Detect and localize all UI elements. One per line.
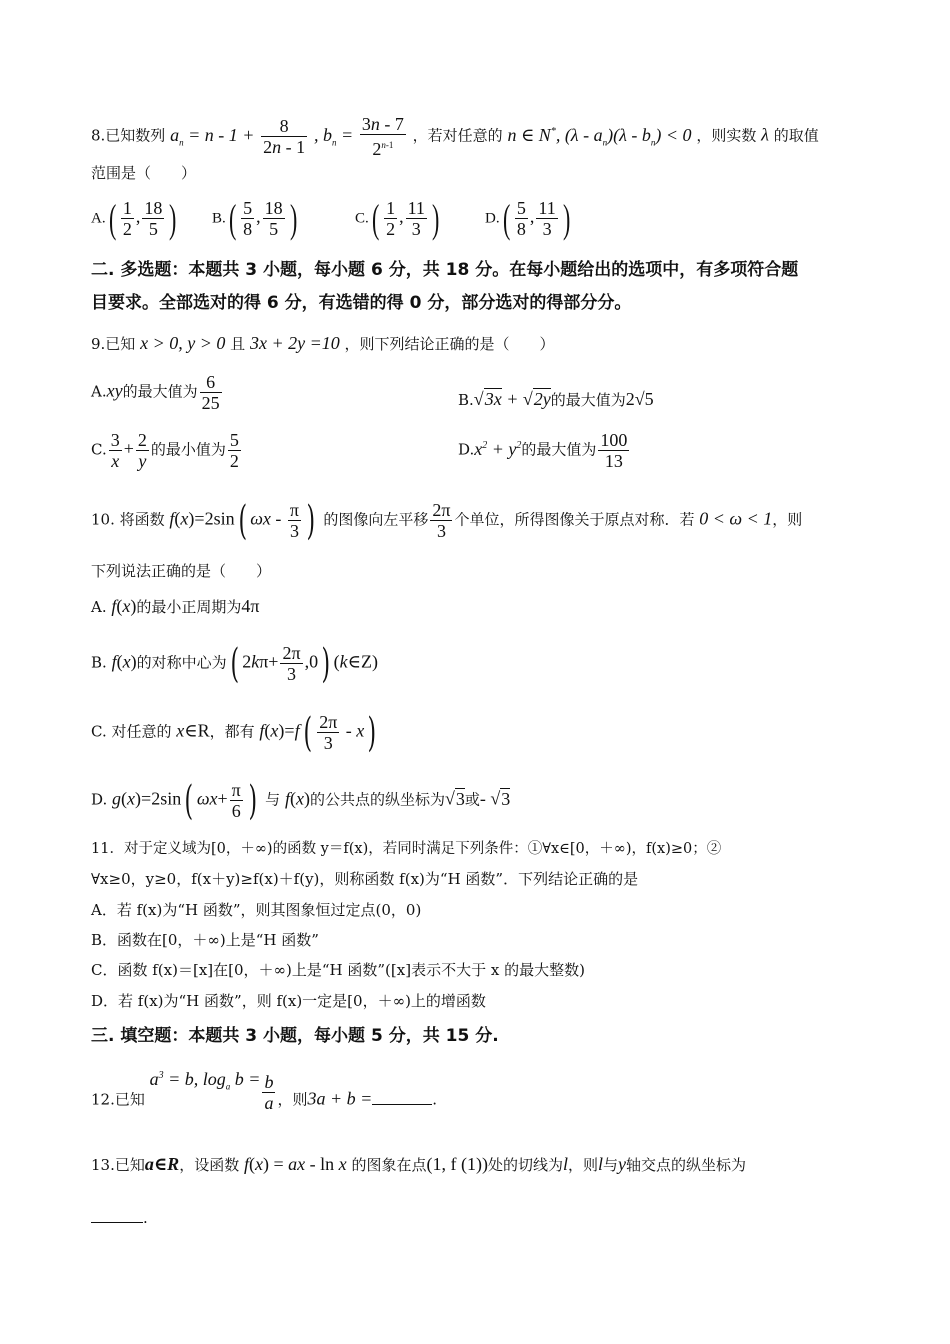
q8-an-fraction: $\frac{8}{2n - 1}$ (263, 116, 306, 157)
q10-function: f(x)=2sin (169, 508, 235, 529)
q9-option-a (91, 372, 224, 413)
q13-mid3: 处的切线为 (487, 1156, 563, 1174)
q10-option-b: B. f(x)的对称中心为( 2kπ+ $\frac{2\pi}{3}$ ,0) (k∈Z) (91, 640, 378, 687)
q12-line: 12.已知 $a^3 = b$, $\log_a b$ = $\frac{b}{a}$ ，则3a + b = . (91, 1068, 438, 1113)
q9-a-text: 的最大值为 (122, 382, 198, 401)
q8-b-hi-den: 5 (269, 219, 279, 239)
q8-cond: ，若对任意的 (412, 126, 503, 145)
q13-y: y (618, 1154, 627, 1174)
q13-l-2: l (598, 1154, 604, 1174)
q11-option-b: B．函数在[0，＋∞)上是“H 函数” (91, 931, 319, 949)
q8-an-formula: $a_n = n - 1$ + (170, 124, 255, 148)
q9-c-den: 2 (229, 451, 239, 471)
q10-line2: 下列说法正确的是（ ） (91, 562, 272, 580)
q10-mid2: 个单位，所得图像关于原点对称．若 (454, 510, 695, 529)
q8-a-hi-num: 18 (144, 198, 163, 218)
q8-option-c-label: C. (355, 210, 369, 227)
q10-lead: 10. 将函数 (91, 510, 165, 529)
q8-option-a: A.( $\frac{1}{2}$ , $\frac{18}{5}$ ) (91, 195, 177, 241)
q13-line1: 13.已知a∈R，设函数 f(x) = ax - ln x 的图象在点(1, f (1))处的切线为l，则l与y轴交点的纵坐标为 (91, 1154, 747, 1174)
q8-option-b: B.( $\frac{5}{8}$ , $\frac{18}{5}$ ) (212, 195, 297, 241)
q8-d-lo-num: 5 (516, 198, 526, 218)
q13-line2 (91, 1207, 148, 1229)
q8-condition-formula: n ∈ N*, $(\lambda - a_n)(\lambda - b_n) < 0$ (507, 124, 692, 148)
q13-mid5: 与 (603, 1156, 619, 1174)
q8-a-lo-num: 1 (122, 198, 132, 218)
q8-tail: ，则实数 (696, 126, 757, 145)
q9-b-val: 2√5 (625, 389, 654, 409)
q10-option-a: A. f(x)的最小正周期为4π (91, 596, 260, 616)
q8-line1 (91, 114, 819, 159)
q10-a-val: 4π (241, 596, 260, 616)
q10-line1: 10. 将函数 f(x)=2sin( ωx - $\frac{\pi}{3}$ ) 的图像向左平移 $\frac{2\pi}{3}$ 个单位，所得图像关于原点对称．若 0 < ω < 1，则 (91, 497, 803, 544)
q13-point: (1, f (1)) (426, 1154, 488, 1174)
q8-d-lo-den: 8 (516, 219, 526, 239)
q13-mid: ，设函数 (179, 1156, 240, 1174)
q8-option-b-label: B. (212, 210, 226, 227)
q9-d-den: 13 (604, 451, 623, 471)
q8-line2: 范围是（ ） (91, 164, 197, 182)
q9-b-expr: √3x + √2y (473, 389, 551, 409)
q8-d-hi-num: 11 (538, 198, 556, 218)
section-3-header: 三. 填空题：本题共 3 小题，每小题 5 分，共 15 分. (91, 1026, 499, 1046)
q8-lambda: λ (761, 124, 769, 145)
q9-a-num: 6 (200, 372, 222, 393)
q10-a-label: A. (91, 598, 107, 616)
q9-c-label: C. (91, 440, 107, 459)
q8-bn-formula: , $b_n$ = (313, 124, 354, 148)
q10-d-mid: 与 (265, 790, 281, 809)
q9-d-text: 的最大值为 (521, 440, 597, 459)
q9-a-den: 25 (201, 393, 220, 413)
q13-mid4: ，则 (567, 1156, 598, 1174)
q8-a-hi-den: 5 (148, 219, 158, 239)
q8-c-lo-den: 2 (386, 219, 396, 239)
q10-a-text: 的最小正周期为 (136, 598, 242, 616)
q8-option-a-label: A. (91, 210, 106, 227)
q10-tail: ，则 (772, 510, 803, 529)
q8-c-lo-num: 1 (386, 198, 396, 218)
q11-line1: 11．对于定义域为[0，＋∞)的函数 y＝f(x)，若同时满足下列条件：①∀x∈[0，＋∞)，f(x)≥0；② (91, 841, 722, 857)
q10-c-label: C. 对任意的 (91, 722, 172, 741)
q13-mid2: 的图象在点 (351, 1156, 427, 1174)
q9-d-expr: $x^2 + y^2$ (474, 438, 522, 459)
q10-option-d: D. g(x)=2sin( ωx+ $\frac{\pi}{6}$ ) 与 f(x)的公共点的纵坐标为√3或- √3 (91, 777, 511, 824)
q12-expr: 3a + b = (307, 1088, 373, 1109)
q13-set: a∈R (144, 1154, 180, 1174)
q12-answer-blank (372, 1090, 432, 1105)
q13-lead: 13.已知 (91, 1156, 145, 1174)
q8-c-hi-den: 3 (411, 219, 421, 239)
q13-tail: 轴交点的纵坐标为 (626, 1156, 747, 1174)
q9-cond2: 3x + 2y =10 (249, 333, 340, 353)
q9-option-d (458, 430, 631, 471)
q9-d-label: D. (458, 440, 475, 459)
q13-l: l (562, 1154, 568, 1174)
q12-end: . (432, 1090, 438, 1109)
q8-lead: 8.已知数列 (91, 126, 166, 145)
q8-b-lo-num: 5 (243, 198, 253, 218)
q10-b-text: 的对称中心为 (136, 653, 227, 672)
q9-d-num: 100 (600, 430, 628, 450)
q13-end: . (143, 1209, 148, 1227)
q8-d-hi-den: 3 (542, 219, 552, 239)
q11-option-a: A．若 f(x)为“H 函数”，则其图象恒过定点(0，0) (91, 901, 422, 919)
q12-mid: ，则 (277, 1090, 308, 1109)
q9-and: 且 (230, 335, 246, 353)
q8-a-lo-den: 2 (122, 219, 132, 239)
q8-b-lo-den: 8 (243, 219, 253, 239)
q8-option-d-label: D. (485, 210, 500, 227)
q9-a-expr: xy (106, 380, 123, 401)
q11-option-d: D．若 f(x)为“H 函数”，则 f(x)一定是[0，＋∞)上的增函数 (91, 992, 486, 1010)
q10-d-text: 的公共点的纵坐标为 (309, 790, 445, 809)
q9-option-b (458, 388, 654, 411)
q11-line2: ∀x≥0，y≥0，f(x＋y)≥f(x)＋f(y)，则称函数 f(x)为“H 函数”．下列结论正确的是 (91, 870, 639, 888)
q8-b-hi-num: 18 (264, 198, 283, 218)
q9-lead: 9.已知 (91, 335, 136, 353)
q9-option-c: C. $\frac{3}{x}$ + $\frac{2}{y}$ 的最小值为 $\frac{5}{2}$ (91, 430, 239, 471)
q9-b-text: 的最大值为 (550, 391, 626, 409)
q8-bn-fraction: $\frac{3n - 7}{2^{n-1}}$ (361, 114, 404, 159)
q9-cond1: x > 0, y > 0 (140, 333, 226, 353)
q13-answer-blank (91, 1208, 143, 1223)
q10-d-or: 或 (464, 790, 480, 809)
q12-lead: 12.已知 (91, 1090, 145, 1109)
section-2-header-line2: 目要求。全部选对的得 6 分，有选错的得 0 分，部分选对的得部分分。 (91, 293, 632, 313)
q10-c-mid: ，都有 (209, 722, 255, 741)
q8-option-c: C.( $\frac{1}{2}$ , $\frac{11}{3}$ ) (355, 195, 440, 241)
q9-c-text: 的最小值为 (150, 440, 226, 459)
q9-c-num: 5 (229, 430, 239, 450)
q10-option-c: C. 对任意的 x∈R，都有 f(x)=f( $\frac{2\pi}{3}$ - x) (91, 709, 377, 756)
q11-option-c: C．函数 f(x)＝[x]在[0，＋∞)上是“H 函数”([x]表示不大于 x 的最大整数) (91, 961, 585, 979)
q9-a-label: A. (91, 382, 107, 401)
q9-line1 (91, 332, 555, 355)
q10-b-label: B. (91, 653, 107, 672)
section-2-header-line1: 二. 多选题：本题共 3 小题，每小题 6 分，共 18 分。在每小题给出的选项中，有多项符合题 (91, 260, 799, 280)
q8-option-d: D.( $\frac{5}{8}$ , $\frac{11}{3}$ ) (485, 195, 571, 241)
q9-b-label: B. (458, 391, 474, 409)
q9-tail: ，则下列结论正确的是（ ） (344, 335, 555, 353)
q10-cond: 0 < ω < 1 (699, 508, 773, 529)
q8-tail2: 的取值 (773, 126, 819, 145)
q10-d-label: D. (91, 790, 108, 809)
q8-c-hi-num: 11 (407, 198, 425, 218)
q10-mid: 的图像向左平移 (323, 510, 429, 529)
